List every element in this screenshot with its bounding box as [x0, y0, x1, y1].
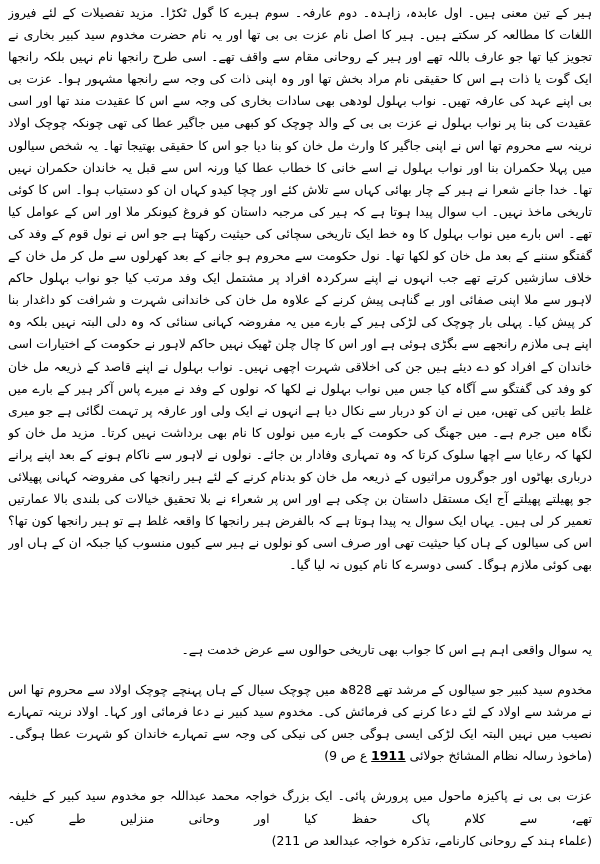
paragraph-intro-text: ہیر کے تین معنی ہیں۔ اول عابدہ، زاہدہ۔ دوم عارفہ۔ سوم ہیرے کا گول ٹکڑا۔ مزید تفصیلات کے لئے فیروز اللغات کا مطالعہ کر سکتے ہیں۔ ہیر کا اصل نام عزت بی بی تھا اور یہ نام حضرت مخدوم سید کبیر بخاری نے تجویز کیا تھا جو عارف باللہ تھے اور ہیر کے روحانی مقام سے واقف تھے۔ اسی طرح رانجھا نام نہیں بلکہ رانجھا ایک گوت یا ذات ہے اس کا حقیقی نام مراد بخش تھا اور وہ اپنی ذات کی وجہ سے رانجھا مشہور ہوا۔ عزت بی بی اپنے عہد کی عارفہ تھیں۔ نواب بہلول لودھی بھی سادات بخاری کی وجہ سے اس کا عقیدت مند تھا اور اسی عقیدت کی بنا پر نواب بہلول نے عزت بی بی کے والد چوچک کو کبھی میں جاگیر عطا کی تھی چونکہ چوچک اولاد نرینہ سے محروم تھا اس نے اپنی جاگیر کا وارث مل خان کو بنا دیا جو اس کا حقیقی بھتیجا تھا۔ یہ شخص سیالوں میں پہلا حکمران بنا اور نواب بہلول نے اسے خانی کا خطاب عطا کیا ورنہ اس سے قبل یہ خاندان حکمران نہیں تھا۔ خدا جانے شعرا نے ہیر کے چار بھائی کہاں سے تلاش کئے اور چچا کیدو کہاں ان کو دستیاب ہوا۔ اس کا کوئی تاریخی ماخذ نہیں۔ اب سوال پیدا ہوتا ہے کہ ہیر کی مرجبہ داستان کو فروغ کیونکر ملا اور اس کے عوامل کیا تھے۔ اس بارے میں نواب بہلول کا وہ خط ایک تاریخی سچائی کی حیثیت رکھتا ہے جو اس نے نول قوم کے وفد کی گفتگو سننے کے بعد مل خان کو لکھا تھا۔ نول حکومت سے محروم ہو جانے کے بعد کھرلوں سے مل کر مل خان کے خلاف سازشیں کرتے تھے جب انہوں نے اپنے سرکردہ افراد پر مشتمل ایک وفد مرتب کیا جو نواب بہلول حاکم لاہور سے ملا اپنی صفائی اور بے گناہی پیش کرنے کے علاوہ مل خان کی خاندانی شہرت و شرافت کو داغدار بنا کر پیش کیا۔ پہلی بار چوچک کی لڑکی ہیر کے بارے میں یہ مفروضہ کہانی سنائی کہ وہ دلی البتہ نہیں بلکہ وہ اپنے ہی ملازم رانجھے سے بگڑی ہوئی ہے اور اس کا چال چلن ٹھیک نہیں حاکم لاہور نے حکومت کے اختیارات اسی خاندان کے افراد کو دے دیئے ہیں جن کی اخلاقی شہرت اچھی نہیں۔ نواب بہلول نے اپنے قاصد کے ذریعہ مل خان کو وفد کی گفتگو سے آگاہ کیا جس میں نواب بہلول نے لکھا کہ نولوں کے وفد نے میرے پاس آکر ہیر کے بارے میں غلط باتیں کی تھیں، میں نے ان کو دربار سے نکال دیا ہے انہوں نے ایک ولی اور عارفہ پر تہمت لگائی ہے جو میری نگاہ میں جرم ہے۔ میں جھنگ کی حکومت کے بارے میں نولوں کا نام بھی برداشت نہیں کرتا۔ مزید مل خان کو لکھا کہ رعایا سے اچھا سلوک کرتا کہ وہ تمہاری وفادار بن جائے۔ نولوں نے لاہور سے ناکام ہونے کے بعد اپنے پرانے درباری بھاٹوں اور جوگروں مراثیوں کے ذریعہ مل خان کو بدنام کرنے کے لئے ہیر رانجھا کی مفروضہ کہانی پھیلائی جو پھیلتے پھیلتے آج ایک مستقل داستان بن چکی ہے اور اس پر شعراء نے بلا تحقیق خیالات کی بلندی بالا عمارتیں تعمیر کر لی ہیں۔ یہاں ایک سوال یہ پیدا ہوتا ہے کہ بالفرض ہیر رانجھا کا واقعہ غلط ہے تو ہیر رانجھا کون تھا؟ اس کی سیالوں کے ہاں کیا حیثیت تھی اور صرف اسی کو نولوں نے ہیر سے کیوں منسوب کیا جبکہ ان کے ہاں اور بھی کوئی ملازم ہوگا۔ کسی دوسرے کا نام کیوں نہ لیا گیا۔ [8, 5, 592, 573]
paragraph-makhdoom-start: مخدوم سید کبیر جو سیالوں کے مرشد تھے [371, 682, 593, 698]
hijri-year: 828ھ [339, 682, 372, 698]
citation-nizam-end: ع ص 9) [324, 748, 372, 764]
paragraph-izzat-bibi [8, 785, 592, 851]
paragraph-izzat-bibi-text: عزت بی بی نے پاکیزہ ماحول میں پرورش پائی۔ ایک بزرگ خواجہ محمد عبداللہ جو مخدوم سید کبیر کے خلیفہ تھے، سے کلام پاک حفظ کیا اور وحانی منزلیں طے کیں۔ [8, 788, 592, 826]
spacer [8, 767, 592, 785]
citation-ulama: (علماء ہند کے روحانی کارنامے، تذکرہ خواجہ عبدالعد ص 211) [271, 832, 592, 848]
spacer [8, 661, 592, 679]
paragraph-makhdoom [8, 679, 592, 767]
paragraph-makhdoom-rest: میں چوچک سیال کے ہاں پہنچے چوچک اولاد سے محروم تھا اس نے مرشد سے اولاد کے لئے دعا کرنے کی فرمائش کی۔ مخدوم سید کبیر نے دعا فرمائی اور کہا۔ اولاد نرینہ تمہارے نصیب میں نہیں البتہ ایک لڑکی ایسی ہوگی جس کی نیکی کی وجہ سے تمہارے خاندان کو شہرت عطا ہوگی۔ [8, 682, 592, 742]
citation-nizam [324, 748, 592, 763]
document-page [8, 2, 592, 860]
spacer [8, 621, 592, 639]
citation-nizam-start: (ماخوذ رسالہ نظام المشائخ جولائی [405, 748, 592, 764]
paragraph-intro [8, 2, 592, 621]
paragraph-question: یہ سوال واقعی اہم ہے اس کا جواب بھی تاریخی حوالوں سے عرض خدمت ہے۔ [181, 642, 592, 657]
citation-year: 1911 [371, 748, 406, 764]
